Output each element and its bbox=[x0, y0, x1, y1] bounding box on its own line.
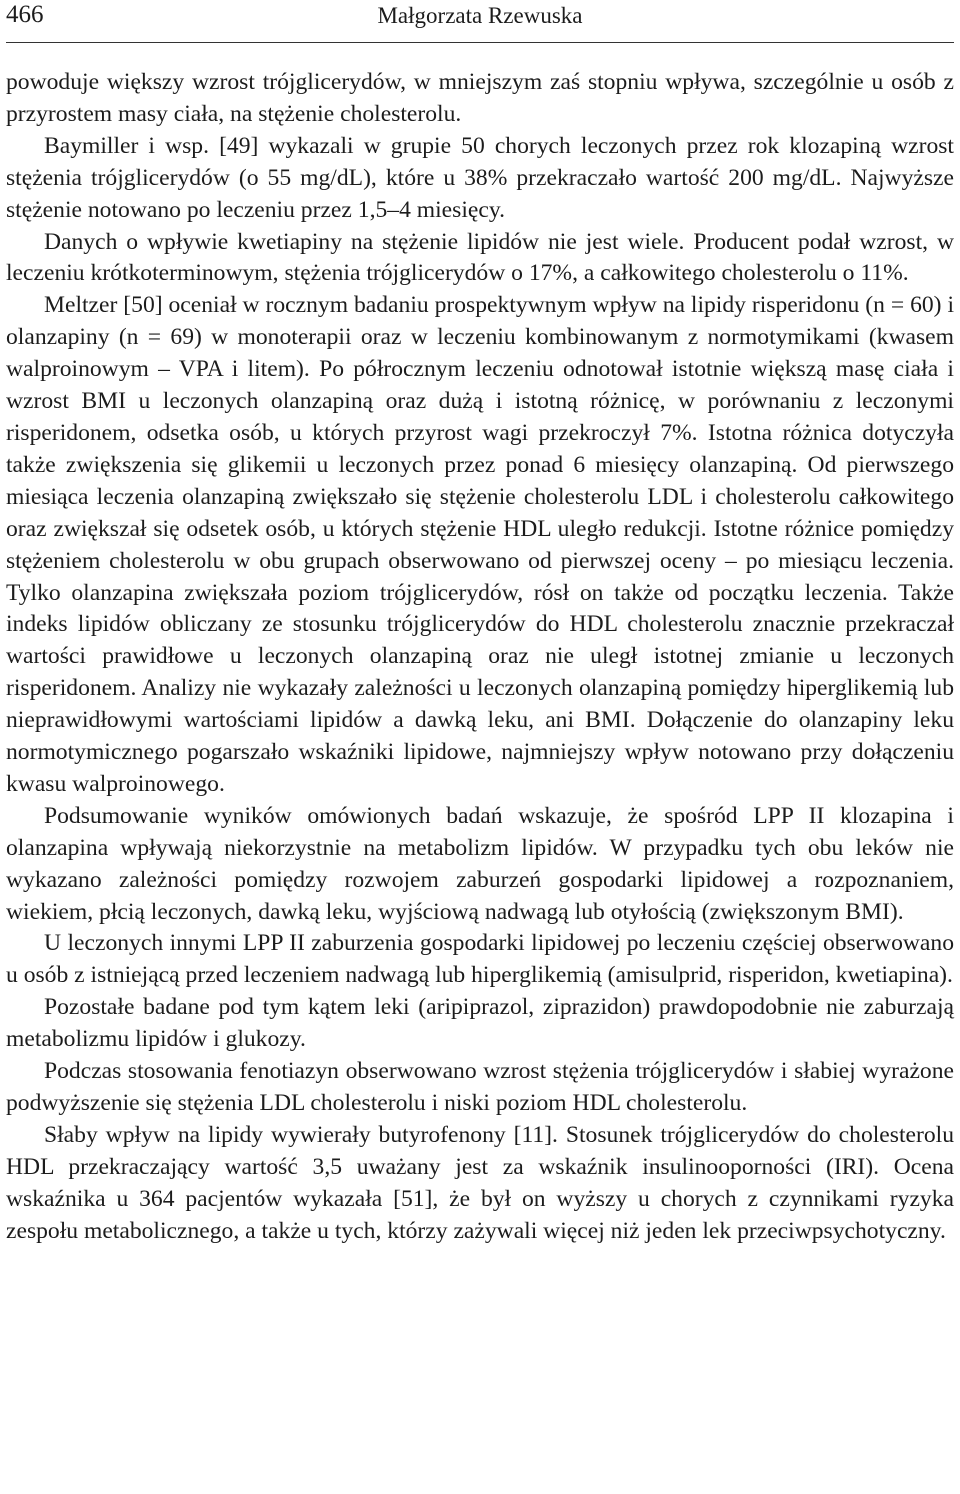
paragraph-continued: powoduje większy wzrost trójglicerydów, w mniejszym zaś stopniu wpływa, szczególnie u osób z przyrostem masy ciała, na stężenie cholesterolu. bbox=[6, 69, 954, 127]
paragraph: Pozostałe badane pod tym kątem leki (aripiprazol, ziprazidon) prawdopodobnie nie zaburzają metabolizmu lipidów i glukozy. bbox=[6, 994, 954, 1053]
page-number: 466 bbox=[6, 1, 44, 28]
running-head-author: Małgorzata Rzewuska bbox=[377, 3, 583, 28]
paragraph: U leczonych innymi LPP II zaburzenia gospodarki lipidowej po leczeniu częściej obserwowano u osób z istniejącą przed leczeniem nadwagą lub hiperglikemią (amisulprid, risperidon, kwetiapina). bbox=[6, 930, 954, 989]
body-text bbox=[6, 67, 954, 1248]
paragraph: Meltzer [50] oceniał w rocznym badaniu prospektywnym wpływ na lipidy risperidonu (n = 60) i olanzapiny (n = 69) w monoterapii oraz w leczeniu kombinowanym z normotymikami (kwasem walproinowym – VPA i litem). Po półrocznym leczeniu odnotował istotnie większą masę ciała i wzrost BMI u leczonych olanzapiną oraz dużą i istotną różnicę, w porównaniu z leczonymi risperidonem, odsetka osób, u których przyrost wagi przekroczył 7%. Istotna różnica dotyczyła także zwiększenia się glikemii u leczonych przez ponad 6 miesięcy olanzapiną. Od pierwszego miesiąca leczenia olanzapiną zwiększało się stężenie cholesterolu LDL i cholesterolu całkowitego oraz zwiększał się odsetek osób, u których stężenie HDL uległo redukcji. Istotne różnice pomiędzy stężeniem cholesterolu w obu grupach obserwowano od pierwszej oceny – po miesiącu leczenia. Tylko olanzapina zwiększała poziom trójglicerydów, rósł on także od początku leczenia. Także indeks lipidów obliczany ze stosunku trójglicerydów do HDL cholesterolu znacznie przekraczał wartości prawidłowe u leczonych olanzapiną oraz nie uległ istotnej zmianie u leczonych risperidonem. Analizy nie wykazały zależności u leczonych olanzapiną pomiędzy hiperglikemią lub nieprawidłowymi wartościami lipidów a dawką leku, ani BMI. Dołączenie do olanzapiny leku normotymicznego pogarszało wskaźniki lipidowe, najmniejszy wpływ notowano przy dołączeniu kwasu walproinowego. bbox=[6, 292, 954, 797]
paragraph: Słaby wpływ na lipidy wywierały butyrofenony [11]. Stosunek trójglicerydów do cholesterolu HDL przekraczający wartość 3,5 uważany jest za wskaźnik insulinooporności (IRI). Ocena wskaźnika u 364 pacjentów wykazała [51], że był on wyższy u chorych z czynnikami ryzyka zespołu metabolicznego, a także u tych, którzy zażywali więcej niż jeden lek przeciwpsychotyczny. bbox=[6, 1121, 954, 1244]
paragraph: Podczas stosowania fenotiazyn obserwowano wzrost stężenia trójglicerydów i słabiej wyrażone podwyższenie się stężenia LDL cholesterolu i niski poziom HDL cholesterolu. bbox=[6, 1058, 954, 1116]
page-header bbox=[6, 0, 954, 43]
paragraph: Baymiller i wsp. [49] wykazali w grupie 50 chorych leczonych przez rok klozapiną wzrost stężenia trójglicerydów (o 55 mg/dL), które u 38% przekraczało wartość 200 mg/dL. Najwyższe stężenie notowano po leczeniu przez 1,5–4 miesięcy. bbox=[6, 132, 954, 223]
paragraph: Podsumowanie wyników omówionych badań wskazuje, że spośród LPP II klozapina i olanzapina wpływają niekorzystnie na metabolizm lipidów. W przypadku tych obu leków nie wykazano zależności pomiędzy rozwojem zaburzeń gospodarki lipidowej a rozpoznaniem, wiekiem, płcią leczonych, dawką leku, wyjściową nadwagą lub otyłością (zwiększonym BMI). bbox=[6, 802, 954, 925]
paragraph: Danych o wpływie kwetiapiny na stężenie lipidów nie jest wiele. Producent podał wzrost, w leczeniu krótkoterminowym, stężenia trójglicerydów o 17%, a całkowitego cholesterolu o 11%. bbox=[6, 228, 954, 287]
